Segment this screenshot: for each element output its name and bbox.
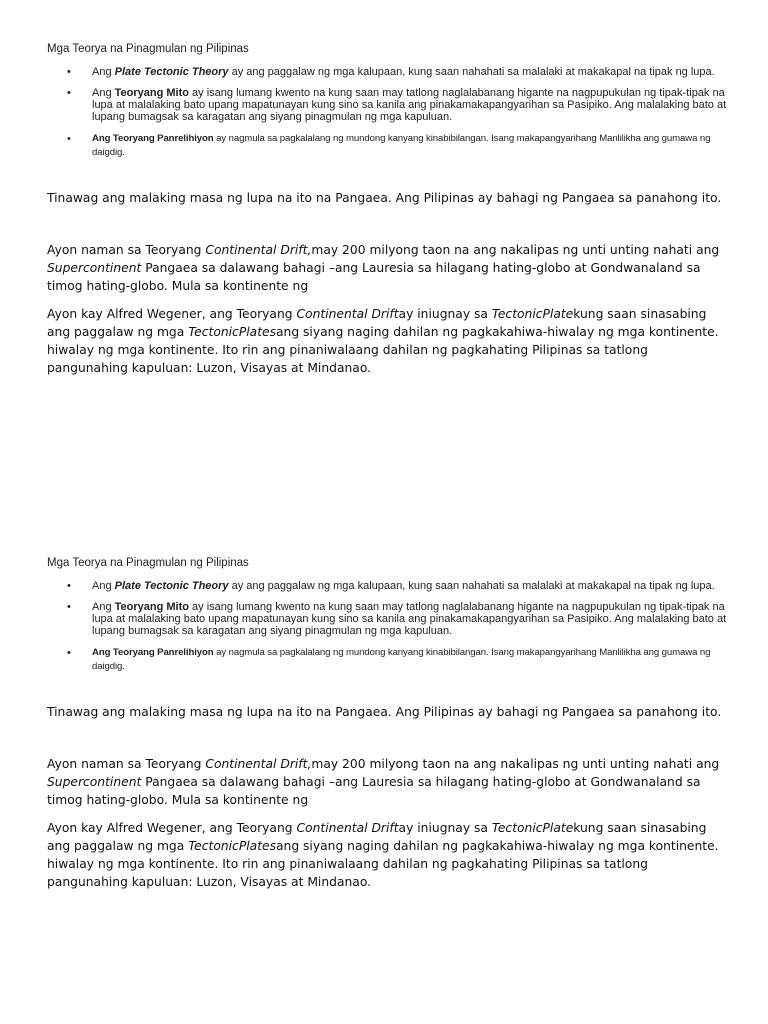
paragraph-wegener: Ayon kay Alfred Wegener, ang Teoryang Continental Driftay iniugnay sa TectonicPlatekung saan sinasabing ang paggalaw ng mga TectonicPlatesang siyang naging dahilan ng pagkakahiwa-hiwalay ng mga kontinente. hiwalay ng mga kontinente. Ito rin ang pinaniwalaang dahilan ng pagkahating Pilipinas sa tatlong pangunahing kapuluan: Luzon, Visayas at Mindanao. [47, 307, 719, 375]
paragraph-wegener: Ayon kay Alfred Wegener, ang Teoryang Continental Driftay iniugnay sa TectonicPlatekung saan sinasabing ang paggalaw ng mga TectonicPlatesang siyang naging dahilan ng pagkakahiwa-hiwalay ng mga kontinente. hiwalay ng mga kontinente. Ito rin ang pinaniwalaang dahilan ng pagkahating Pilipinas sa tatlong pangunahing kapuluan: Luzon, Visayas at Mindanao. [47, 821, 719, 889]
list-item-plate-tectonic: • Ang Plate Tectonic Theory ay ang paggalaw ng mga kalupaan, kung saan nahahati sa malalaki at makakapal na tipak ng lupa. [92, 66, 727, 78]
list-item-plate-tectonic: • Ang Plate Tectonic Theory ay ang paggalaw ng mga kalupaan, kung saan nahahati sa malalaki at makakapal na tipak ng lupa. [92, 580, 727, 592]
paragraph-pangaea: Tinawag ang malaking masa ng lupa na ito na Pangaea. Ang Pilipinas ay bahagi ng Pangaea sa panahong ito. [47, 705, 722, 719]
section-heading: Mga Teorya na Pinagmulan ng Pilipinas [47, 557, 249, 569]
list-item-panrelihiyon: • Ang Teoryang Panrelihiyon ay nagmula sa pagkalalang ng mundong kanyang kinabibilangan. Isang makapangyarihang Manlilikha ang gumawa ng daigdig. [92, 646, 727, 674]
theory-list [47, 66, 727, 160]
paragraph-continental-drift: Ayon naman sa Teoryang Continental Drift,may 200 milyong taon na ang nakalipas ng unti unting nahati ang Supercontinent Pangaea sa dalawang bahagi –ang Lauresia sa hilagang hating-globo at Gondwanaland sa timog hating-globo. Mula sa kontinente ng [47, 757, 720, 807]
document-section-1 [47, 42, 727, 377]
paragraph-continental-drift: Ayon naman sa Teoryang Continental Drift,may 200 milyong taon na ang nakalipas ng unti unting nahati ang Supercontinent Pangaea sa dalawang bahagi –ang Lauresia sa hilagang hating-globo at Gondwanaland sa timog hating-globo. Mula sa kontinente ng [47, 243, 720, 293]
section-heading: Mga Teorya na Pinagmulan ng Pilipinas [47, 43, 249, 55]
theory-list [47, 580, 727, 674]
list-item-teoryang-mito: • Ang Teoryang Mito ay isang lumang kwento na kung saan may tatlong naglalabanang higante na nagpupukulan ng tipak-tipak na lupa at malalaking bato upang mapatunayan kung sino sa kanila ang pinakamakapangyarihan sa Pasipiko. Ang malalaking bato at lupang bumagsak sa karagatan ang siyang pinagmulan ng mga kapuluan. [92, 87, 727, 123]
list-item-panrelihiyon: • Ang Teoryang Panrelihiyon ay nagmula sa pagkalalang ng mundong kanyang kinabibilangan. Isang makapangyarihang Manlilikha ang gumawa ng daigdig. [92, 132, 727, 160]
document-section-2 [47, 556, 727, 891]
list-item-teoryang-mito: • Ang Teoryang Mito ay isang lumang kwento na kung saan may tatlong naglalabanang higante na nagpupukulan ng tipak-tipak na lupa at malalaking bato upang mapatunayan kung sino sa kanila ang pinakamakapangyarihan sa Pasipiko. Ang malalaking bato at lupang bumagsak sa karagatan ang siyang pinagmulan ng mga kapuluan. [92, 601, 727, 637]
paragraph-pangaea: Tinawag ang malaking masa ng lupa na ito na Pangaea. Ang Pilipinas ay bahagi ng Pangaea sa panahong ito. [47, 191, 722, 205]
